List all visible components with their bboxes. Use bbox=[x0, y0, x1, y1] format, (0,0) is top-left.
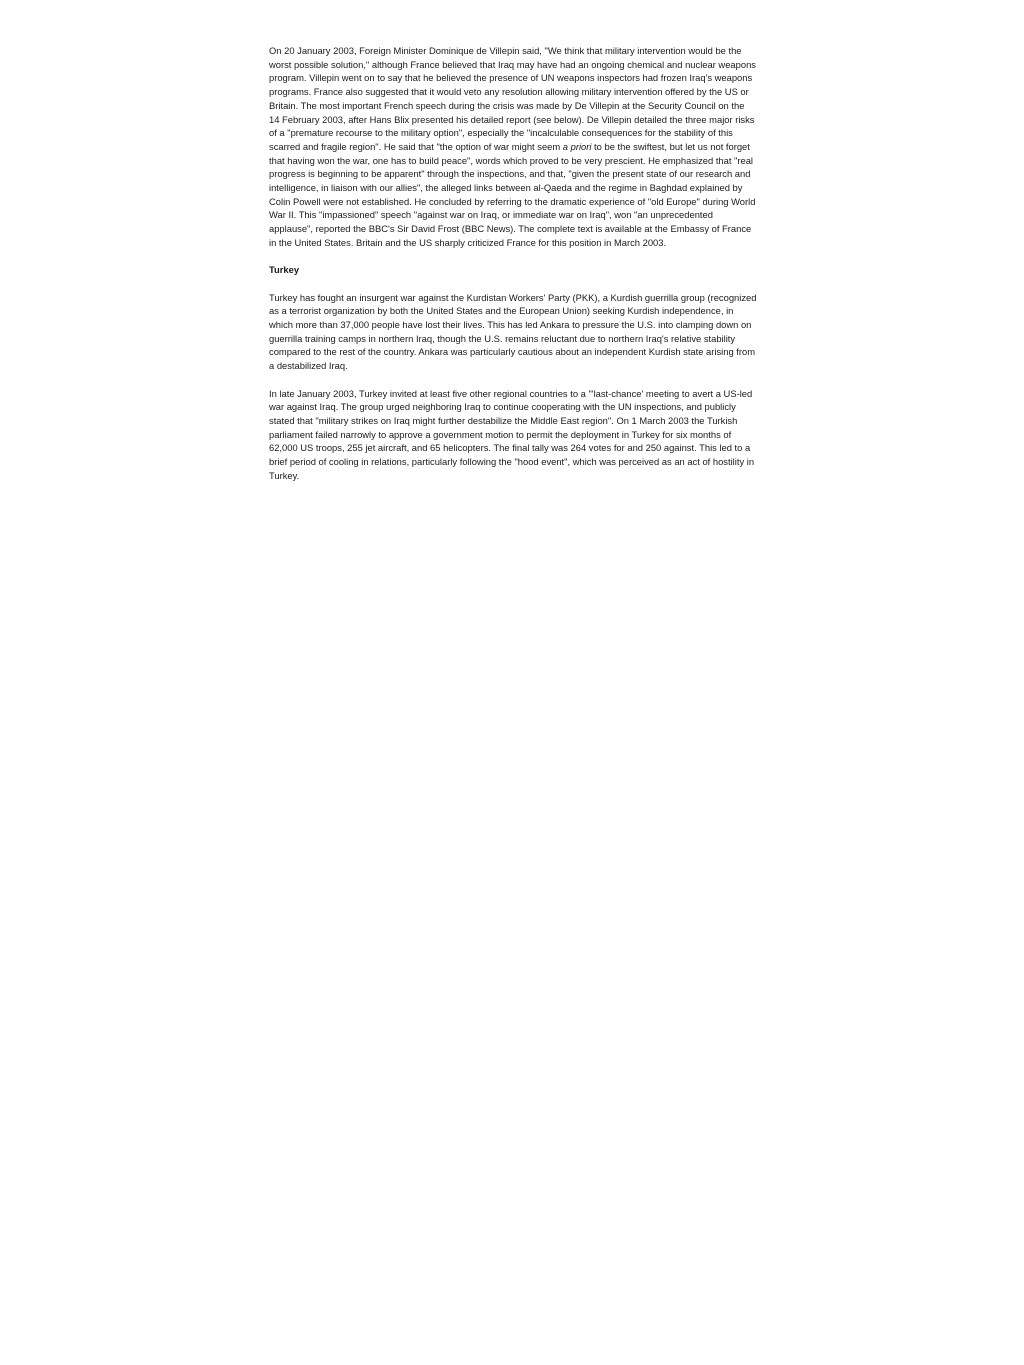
paragraph-france-text-1: On 20 January 2003, Foreign Minister Dominique de Villepin said, "We think that military intervention would be the worst possible solution," although France believed that Iraq may have had an ongoing chemical and nuclear weapons program. Villepin went on to say that he believed the presence of UN weapons inspectors had frozen Iraq's weapons programs. France also suggested that it would veto any resolution allowing military intervention offered by the US or Britain. The most important French speech during the crisis was made by De Villepin at the Security Council on the 14 February 2003, after Hans Blix presented his detailed report (see below). De Villepin detailed the three major risks of a "premature recourse to the military option", especially the "incalculable consequences for the stability of this scarred and fragile region". He said that "the option of war might seem bbox=[269, 45, 756, 152]
document-page bbox=[269, 44, 757, 496]
italic-a-priori: a priori bbox=[562, 140, 592, 152]
paragraph-turkey-meeting: In late January 2003, Turkey invited at least five other regional countries to a "'last-chance' meeting to avert a US-led war against Iraq. The group urged neighboring Iraq to continue cooperating with the UN inspections, and publicly stated that "military strikes on Iraq might further destabilize the Middle East region". On 1 March 2003 the Turkish parliament failed narrowly to approve a government motion to permit the deployment in Turkey for six months of 62,000 US troops, 255 jet aircraft, and 65 helicopters. The final tally was 264 votes for and 250 against. This led to a brief period of cooling in relations, particularly following the "hood event", which was perceived as an act of hostility in Turkey. bbox=[269, 387, 755, 481]
paragraph-france bbox=[269, 44, 757, 250]
paragraph-turkey-pkk: Turkey has fought an insurgent war against the Kurdistan Workers' Party (PKK), a Kurdish guerrilla group (recognized as a terrorist organization by both the United States and the European Union) seeking Kurdish independence, in which more than 37,000 people have lost their lives. This has led Ankara to pressure the U.S. into clamping down on guerrilla training camps in northern Iraq, though the U.S. remains reluctant due to northern Iraq's relative stability compared to the rest of the country. Ankara was particularly cautious about an independent Kurdish state arising from a destabilized Iraq. bbox=[269, 291, 757, 372]
section-heading-turkey: Turkey bbox=[269, 264, 300, 276]
paragraph-france-text-2: to be the swiftest, but let us not forget that having won the war, one has to build peace", words which proved to be very prescient. He emphasized that "real progress is beginning to be apparent" through the inspections, and that, "given the present state of our research and intelligence, in liaison with our allies", the alleged links between al-Qaeda and the regime in Baghdad explained by Colin Powell were not established. He concluded by referring to the dramatic experience of "old Europe" during World War II. This "impassioned" speech "against war on Iraq, or immediate war on Iraq", won "an unprecedented applause", reported the BBC's Sir David Frost (BBC News). The complete text is available at the Embassy of France in the United States. Britain and the US sharply criticized France for this position in March 2003. bbox=[269, 140, 756, 248]
